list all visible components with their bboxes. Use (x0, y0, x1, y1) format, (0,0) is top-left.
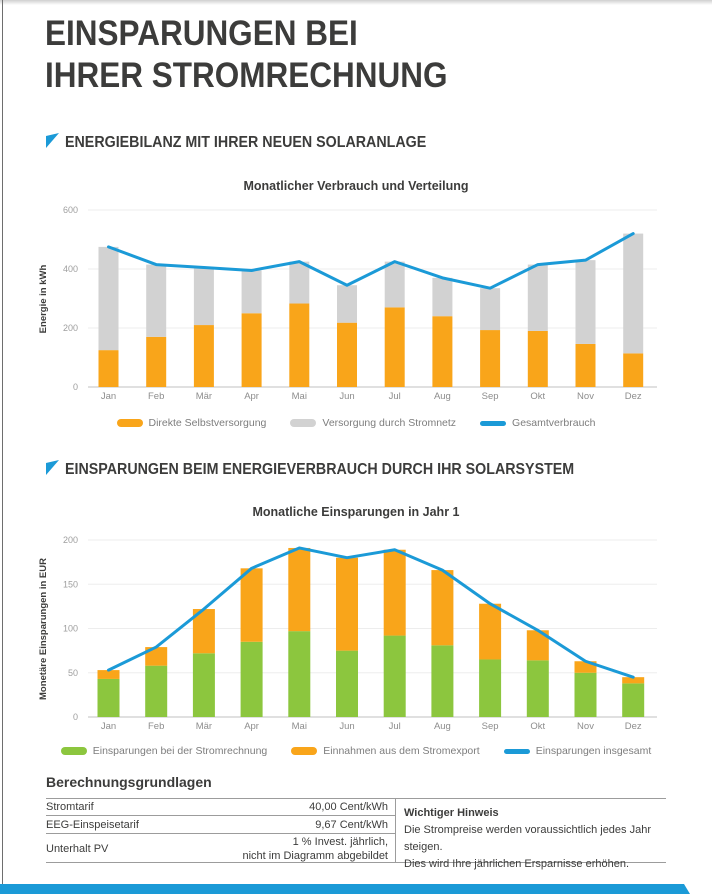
x-tick-label: Nov (577, 721, 594, 732)
x-tick-label: Sep (481, 721, 499, 732)
note-title: Wichtiger Hinweis (404, 807, 499, 819)
bar-segment (337, 285, 357, 322)
row-value-line1: 1 % Invest. jährlich, (292, 835, 388, 848)
bar-segment (385, 262, 405, 308)
calculation-table (46, 798, 666, 870)
document-title-line1: EINSPARUNGEN BEI (45, 14, 358, 53)
trend-line (109, 548, 634, 677)
bar-segment (432, 316, 452, 387)
x-tick-label: Jul (388, 391, 401, 402)
row-value-line2: nicht im Diagramm abgebildet (242, 849, 388, 862)
x-tick-label: Okt (530, 391, 546, 402)
legend-label: Versorgung durch Stromnetz (322, 417, 457, 429)
x-tick-label: Aug (433, 721, 451, 732)
bar-segment (99, 247, 119, 350)
bar-segment (336, 651, 358, 717)
table-row (46, 816, 395, 834)
x-tick-label: Apr (244, 391, 259, 402)
x-tick-label: Nov (577, 391, 594, 402)
legend-swatch-orange (291, 747, 317, 755)
bar-segment (622, 683, 644, 717)
bar-segment (241, 568, 263, 641)
legend-label: Direkte Selbstversorgung (148, 417, 267, 429)
x-tick-label: Feb (148, 721, 165, 732)
legend-swatch-orange (117, 419, 143, 427)
legend-item (117, 417, 267, 429)
bar-segment (288, 631, 310, 717)
legend-label: Gesamtverbrauch (512, 417, 596, 429)
y-tick-label: 150 (62, 579, 78, 590)
bar-segment (528, 265, 548, 331)
bar-segment (480, 330, 500, 387)
x-tick-label: Okt (530, 721, 546, 732)
bar-segment (289, 304, 309, 387)
legend-swatch-green (61, 747, 87, 755)
legend-item (290, 417, 456, 429)
y-tick-label: 50 (67, 667, 78, 678)
bar-segment (384, 636, 406, 717)
x-tick-label: Jan (100, 391, 117, 402)
chart1-legend (0, 417, 712, 429)
legend-label: Einsparungen bei der Stromrechnung (92, 745, 268, 757)
x-tick-label: Jul (388, 721, 401, 732)
bar-segment (337, 323, 357, 387)
bar-segment (576, 344, 596, 387)
y-tick-label: 600 (62, 205, 78, 215)
chart2-legend (0, 745, 712, 757)
row-label: EEG-Einspeisetarif (46, 818, 139, 831)
bar-segment (336, 558, 358, 651)
trend-line (109, 234, 634, 289)
bar-segment (146, 337, 166, 387)
legend-item (480, 417, 595, 429)
important-note (404, 805, 662, 873)
x-tick-label: Mär (195, 721, 213, 732)
y-tick-label: 0 (72, 712, 78, 722)
bar-segment (242, 313, 262, 387)
table-row (46, 834, 395, 863)
bar-segment (242, 270, 262, 313)
x-tick-label: Mär (195, 391, 213, 402)
bar-segment (384, 550, 406, 636)
y-tick-label: 0 (72, 382, 78, 392)
row-value: 40,00 Cent/kWh (309, 801, 388, 813)
document-title (45, 13, 448, 97)
bar-segment (431, 645, 453, 717)
bar-segment (479, 659, 501, 717)
bar-segment (289, 262, 309, 304)
x-tick-label: Jan (100, 721, 117, 732)
legend-label: Einsparungen insgesamt (535, 745, 652, 757)
bar-segment (623, 353, 643, 387)
note-line1: Die Strompreise werden voraussichtlich jedes Jahr steigen. (404, 824, 651, 853)
legend-swatch-blue-line (504, 749, 530, 754)
bar-segment (194, 325, 214, 387)
y-axis-label: Energie in kWh (38, 264, 49, 334)
section1-heading: ENERGIEBILANZ MIT IHRER NEUEN SOLARANLAGE (65, 134, 427, 151)
table-divider (395, 799, 396, 862)
row-label: Stromtarif (46, 801, 94, 813)
bar-segment (98, 679, 120, 717)
section2-heading: EINSPARUNGEN BEIM ENERGIEVERBRAUCH DURCH IHR SOLARSYSTEM (65, 461, 575, 478)
bar-segment (432, 278, 452, 316)
bar-segment (479, 604, 501, 660)
x-tick-label: Aug (433, 391, 451, 402)
y-tick-label: 400 (62, 264, 78, 274)
x-tick-label: Sep (481, 391, 499, 402)
bar-segment (99, 350, 119, 387)
y-tick-label: 100 (62, 623, 78, 634)
legend-item (61, 745, 268, 757)
table-row (46, 799, 395, 816)
bar-segment (527, 660, 549, 717)
y-axis-label: Monetäre Einsparungen in EUR (38, 558, 49, 700)
bar-segment (431, 570, 453, 645)
section-marker-triangle-icon (46, 133, 59, 148)
calculation-rows (46, 799, 395, 862)
note-line2: Dies wird Ihre jährlichen Ersparnisse erhöhen. (404, 858, 629, 870)
bar-segment (146, 265, 166, 337)
page-top-edge-shadow (0, 0, 712, 5)
chart2-title: Monatliche Einsparungen in Jahr 1 (252, 505, 460, 519)
bar-segment (193, 653, 215, 717)
x-tick-label: Dez (624, 721, 642, 732)
x-tick-label: Feb (148, 391, 165, 402)
x-tick-label: Jun (339, 391, 355, 402)
x-tick-label: Apr (244, 721, 259, 732)
footer-accent-bar (0, 884, 690, 894)
bar-segment (194, 268, 214, 326)
bar-segment (145, 666, 167, 717)
chart-monthly-consumption (0, 200, 712, 415)
bar-segment (241, 642, 263, 717)
row-value (242, 835, 388, 863)
x-tick-label: Mai (291, 391, 307, 402)
x-tick-label: Dez (624, 391, 642, 402)
x-tick-label: Jun (339, 721, 355, 732)
legend-swatch-gray (290, 419, 316, 427)
y-tick-label: 200 (62, 535, 78, 545)
bar-segment (288, 548, 310, 631)
bar-segment (576, 260, 596, 344)
legend-item (504, 745, 652, 757)
bar-segment (575, 673, 597, 717)
bar-segment (623, 234, 643, 354)
row-label: Unterhalt PV (46, 842, 109, 855)
legend-item (291, 745, 479, 757)
bar-segment (480, 288, 500, 330)
calculation-heading: Berechnungsgrundlagen (46, 774, 212, 790)
row-value: 9,67 Cent/kWh (315, 818, 388, 831)
chart-monthly-savings (0, 530, 712, 745)
legend-label: Einnahmen aus dem Stromexport (323, 745, 480, 757)
legend-swatch-blue-line (480, 421, 506, 426)
y-tick-label: 200 (62, 323, 78, 333)
bar-segment (385, 307, 405, 387)
chart1-title: Monatlicher Verbrauch und Verteilung (243, 179, 469, 193)
document-title-line2: IHRER STROMRECHNUNG (45, 56, 448, 95)
section-marker-triangle-icon (46, 460, 59, 475)
bar-segment (528, 331, 548, 387)
x-tick-label: Mai (291, 721, 307, 732)
